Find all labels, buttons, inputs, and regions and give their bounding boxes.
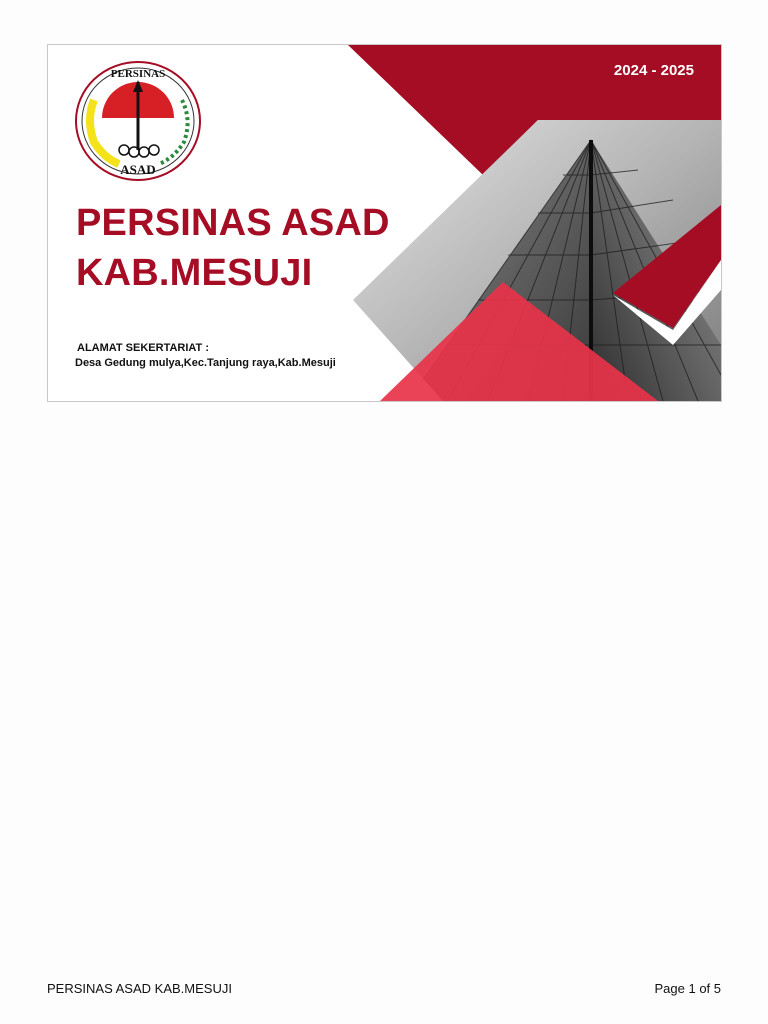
- logo-bottom-text: ASAD: [120, 162, 156, 177]
- footer-page-number: Page 1 of 5: [654, 981, 721, 996]
- year-range: 2024 - 2025: [613, 62, 694, 79]
- cover-slide: [47, 44, 722, 402]
- address-label: ALAMAT SEKERTARIAT :: [77, 342, 209, 354]
- persinas-asad-logo: [74, 60, 202, 182]
- logo-top-text: PERSINAS: [110, 68, 166, 80]
- address-text: Desa Gedung mulya,Kec.Tanjung raya,Kab.Mesuji: [75, 357, 336, 369]
- footer-document-title: PERSINAS ASAD KAB.MESUJI: [47, 981, 232, 996]
- cover-title: [76, 198, 436, 298]
- title-line-2: KAB.MESUJI: [76, 252, 313, 294]
- title-line-1: PERSINAS ASAD: [76, 202, 390, 244]
